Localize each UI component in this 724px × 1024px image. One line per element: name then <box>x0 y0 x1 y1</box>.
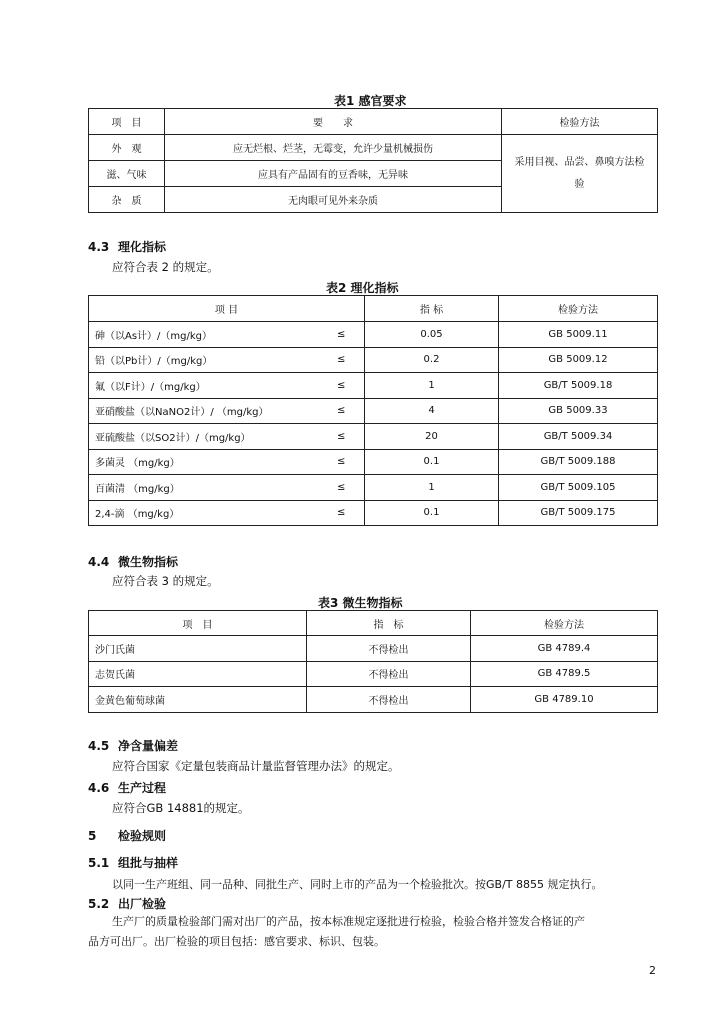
section-heading-5-1: 5.1 组批与抽样 <box>88 856 179 870</box>
cell-item: 砷（以As计）/（mg/kg） <box>89 322 319 348</box>
cell-method: GB 4789.10 <box>471 687 658 713</box>
section-5-1-text: 以同一生产班组、同一品种、同批生产、同时上市的产品为一个检验批次。按GB/T 8855 规定执行。 <box>112 878 603 891</box>
cell-item: 氟（以F计）/（mg/kg） <box>89 373 319 399</box>
cell-method: GB/T 5009.175 <box>499 500 658 526</box>
cell-operator: ≤ <box>319 373 365 399</box>
cell-item: 百菌清 （mg/kg） <box>89 475 319 501</box>
cell-item: 铅（以Pb计）/（mg/kg） <box>89 347 319 373</box>
section-4-3-text: 应符合表 2 的规定。 <box>112 260 219 274</box>
section-heading-4-5: 4.5 净含量偏差 <box>88 739 179 753</box>
table-row <box>89 424 658 450</box>
cell-item: 金黄色葡萄球菌 <box>89 687 307 713</box>
cell-operator: ≤ <box>319 449 365 475</box>
col-header-method: 检验方法 <box>502 109 658 135</box>
section-heading-4-4: 4.4 微生物指标 <box>88 555 179 569</box>
cell-operator: ≤ <box>319 424 365 450</box>
cell-operator: ≤ <box>319 322 365 348</box>
cell-item: 亚硫酸盐（以SO2计）/（mg/kg） <box>89 424 319 450</box>
table-physicochemical <box>88 295 658 526</box>
cell-method: GB/T 5009.188 <box>499 449 658 475</box>
cell-requirement: 应具有产品固有的豆香味，无异味 <box>165 161 502 187</box>
table-row <box>89 661 658 687</box>
table-row <box>89 449 658 475</box>
cell-item: 志贺氏菌 <box>89 661 307 687</box>
cell-method: GB 5009.33 <box>499 398 658 424</box>
table-microbial <box>88 610 658 713</box>
cell-item: 2,4-滴 （mg/kg） <box>89 500 319 526</box>
table2-caption: 表2 理化指标 <box>326 281 399 295</box>
cell-value: 0.05 <box>365 322 499 348</box>
table-row <box>89 135 658 161</box>
cell-method: GB 4789.4 <box>471 636 658 662</box>
cell-method: GB/T 5009.34 <box>499 424 658 450</box>
table1-caption: 表1 感官要求 <box>334 94 407 108</box>
col-header-item: 项 目 <box>89 109 165 135</box>
cell-value: 1 <box>365 373 499 399</box>
table-header-row <box>89 109 658 135</box>
table-row <box>89 322 658 348</box>
table-row <box>89 475 658 501</box>
col-header-index: 指 标 <box>365 296 499 322</box>
section-4-4-text: 应符合表 3 的规定。 <box>112 574 219 588</box>
table-row <box>89 687 658 713</box>
table-row <box>89 398 658 424</box>
table-row <box>89 373 658 399</box>
col-header-item: 项 目 <box>89 611 307 636</box>
cell-value: 0.1 <box>365 500 499 526</box>
cell-value: 1 <box>365 475 499 501</box>
cell-item: 沙门氏菌 <box>89 636 307 662</box>
cell-value: 不得检出 <box>307 661 471 687</box>
cell-method: 采用目视、品尝、鼻嗅方法检验 <box>502 135 658 213</box>
cell-value: 不得检出 <box>307 636 471 662</box>
cell-requirement: 应无烂根、烂茎，无霉变，允许少量机械损伤 <box>165 135 502 161</box>
col-header-requirement: 要 求 <box>165 109 502 135</box>
table-header-row <box>89 296 658 322</box>
table-row <box>89 636 658 662</box>
section-5-2-text-line1: 生产厂的质量检验部门需对出厂的产品，按本标准规定逐批进行检验，检验合格并签发合格证的产 <box>112 915 585 928</box>
cell-value: 0.2 <box>365 347 499 373</box>
table-row <box>89 500 658 526</box>
cell-method: GB/T 5009.105 <box>499 475 658 501</box>
cell-item: 亚硝酸盐（以NaNO2计）/ （mg/kg） <box>89 398 319 424</box>
col-header-method: 检验方法 <box>471 611 658 636</box>
cell-operator: ≤ <box>319 500 365 526</box>
table-sensory <box>88 108 658 213</box>
section-4-6-text: 应符合GB 14881的规定。 <box>112 801 250 815</box>
cell-requirement: 无肉眼可见外来杂质 <box>165 187 502 213</box>
cell-value: 不得检出 <box>307 687 471 713</box>
cell-method: GB 5009.12 <box>499 347 658 373</box>
cell-item: 多菌灵 （mg/kg） <box>89 449 319 475</box>
cell-item: 外 观 <box>89 135 165 161</box>
cell-value: 4 <box>365 398 499 424</box>
cell-operator: ≤ <box>319 475 365 501</box>
cell-item: 滋、气味 <box>89 161 165 187</box>
col-header-item: 项 目 <box>89 296 365 322</box>
cell-method: GB 5009.11 <box>499 322 658 348</box>
col-header-method: 检验方法 <box>499 296 658 322</box>
cell-item: 杂 质 <box>89 187 165 213</box>
section-4-5-text: 应符合国家《定量包装商品计量监督管理办法》的规定。 <box>112 759 400 773</box>
table3-caption: 表3 微生物指标 <box>318 596 403 610</box>
cell-value: 20 <box>365 424 499 450</box>
cell-method: GB/T 5009.18 <box>499 373 658 399</box>
section-heading-4-6: 4.6 生产过程 <box>88 781 167 795</box>
cell-operator: ≤ <box>319 347 365 373</box>
col-header-index: 指 标 <box>307 611 471 636</box>
cell-method: GB 4789.5 <box>471 661 658 687</box>
table-header-row <box>89 611 658 636</box>
section-heading-5-2: 5.2 出厂检验 <box>88 897 167 911</box>
cell-value: 0.1 <box>365 449 499 475</box>
section-heading-5: 5 检验规则 <box>88 829 167 843</box>
cell-operator: ≤ <box>319 398 365 424</box>
section-5-2-text-line2: 品方可出厂。出厂检验的项目包括：感官要求、标识、包装。 <box>88 935 385 948</box>
page-number: 2 <box>649 964 656 977</box>
section-heading-4-3: 4.3 理化指标 <box>88 240 167 254</box>
table-row <box>89 347 658 373</box>
